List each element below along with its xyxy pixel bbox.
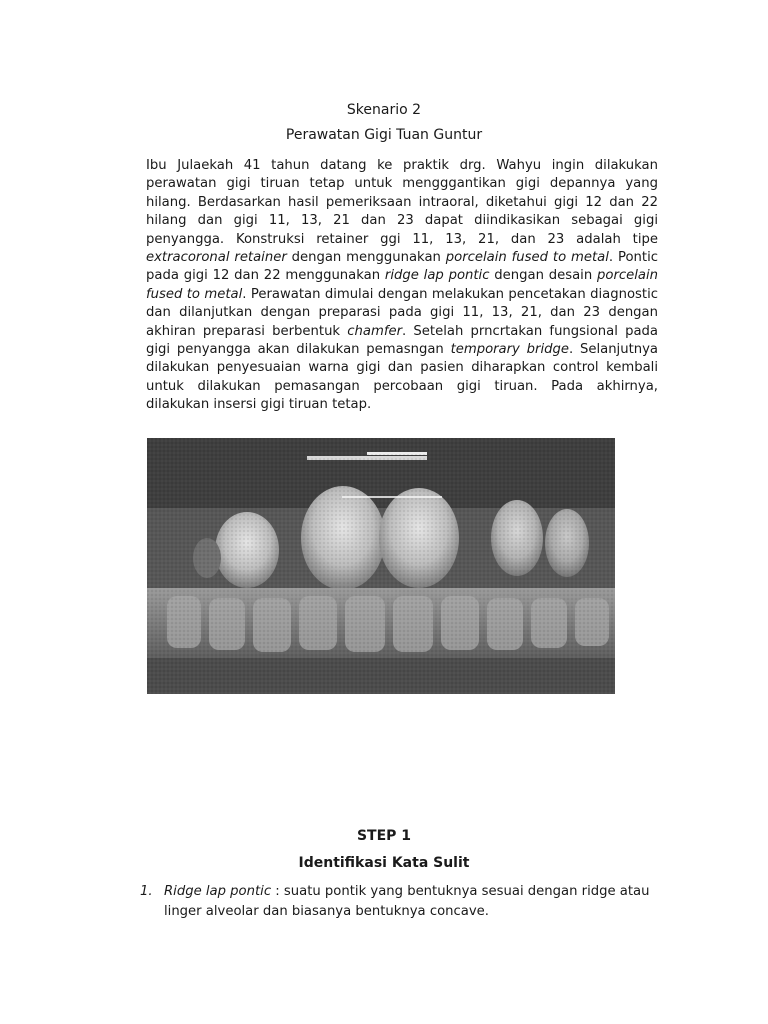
scenario-subtitle: Perawatan Gigi Tuan Guntur — [285, 127, 483, 143]
paragraph-text-run: . Setelah prncrtakan fungsional pada gigi penyangga akan dilakukan pemasngan — [146, 323, 658, 358]
paragraph-italic-run: ridge lap pontic — [384, 268, 490, 284]
paragraph-italic-run: extracoronal retainer — [146, 250, 287, 266]
paragraph-italic-run: chamfer — [347, 323, 403, 339]
paragraph-italic-run: temporary bridge — [450, 342, 569, 358]
paragraph-italic-run: porcelain fused to metal — [445, 250, 609, 266]
term-list-item — [140, 882, 660, 922]
paragraph-text-run: dengan menggunakan — [286, 250, 446, 266]
paragraph-text-run: dengan desain — [489, 268, 598, 284]
paragraph-text-run: Ibu Julaekah 41 tahun datang ke praktik drg. Wahyu ingin dilakukan perawatan gigi tiruan tetap untuk mengggantikan gigi depannya yang hilang. Berdasarkan hasil pemeriksaan intraoral, diketahui gigi 12 dan 22 hilang dan gigi 11, 13, 21 dan 23 dapat diindikasikan sebagai gigi penyangga. Konstruksi retainer ggi 11, 13, 21, dan 23 adalah tipe — [146, 158, 658, 247]
dental-photo-image — [147, 438, 615, 694]
paragraph-text-run: . Perawatan dimulai dengan melakukan pencetakan diagnostic dan dilanjutkan dengan preparasi pada gigi 11, 13, 21, dan 23 dengan akhiran preparasi berbentuk — [146, 286, 659, 339]
scenario-paragraph — [146, 157, 658, 415]
step-title: STEP 1 — [356, 828, 412, 844]
term-name: Ridge lap pontic — [164, 884, 272, 899]
term-list — [140, 882, 660, 922]
term-number: 1. — [140, 884, 153, 899]
step-subtitle: Identifikasi Kata Sulit — [298, 855, 470, 871]
paragraph-text-run: . Selanjutnya dilakukan penyesuaian warna gigi dan pasien diharapkan control kembali untuk dilakukan pemasangan percobaan gigi tiruan. Pada akhirnya, dilakukan insersi gigi tiruan tetap. — [146, 342, 658, 413]
dental-photo — [147, 438, 615, 694]
term-definition: : suatu pontik yang bentuknya sesuai dengan ridge atau linger alveolar dan biasanya bentuknya concave. — [164, 884, 650, 919]
paragraph-text-run: . Pontic pada gigi 12 dan 22 menggunakan — [146, 250, 658, 284]
paragraph-italic-run: porcelain fused to metal — [146, 268, 659, 302]
scenario-title: Skenario 2 — [346, 102, 422, 118]
